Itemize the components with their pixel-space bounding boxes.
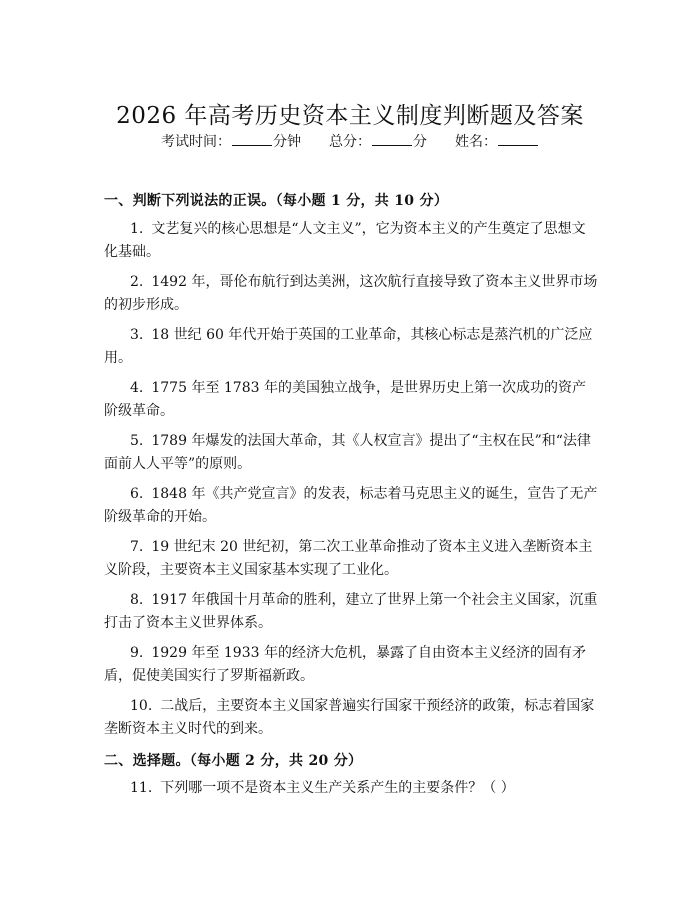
question-item (104, 377, 598, 423)
question-number: 6. (130, 486, 144, 502)
question-item (104, 271, 598, 317)
question-item (104, 777, 598, 800)
student-name (455, 131, 539, 151)
section-heading-true-false: 一、判断下列说法的正误。（每小题 1 分，共 10 分） (104, 193, 449, 209)
question-text: 下列哪一项不是资本主义生产关系产生的主要条件？（ ） (160, 780, 515, 796)
question-number: 9. (130, 645, 144, 661)
question-text: 19 世纪末 20 世纪初，第二次工业革命推动了资本主义进入垄断资本主义阶段，主要资本主义国家基本实现了工业化。 (104, 539, 593, 578)
question-number: 5. (130, 433, 144, 449)
question-item (104, 695, 598, 741)
page-title: 2026 年高考历史资本主义制度判断题及答案 (116, 103, 584, 130)
question-number: 11. (130, 780, 153, 796)
question-number: 10. (130, 698, 153, 714)
question-item (104, 589, 598, 635)
exam-time-unit: 分钟 (273, 134, 301, 150)
section-heading-multiple-choice: 二、选择题。（每小题 2 分，共 20 分） (104, 753, 363, 769)
question-text: 文艺复兴的核心思想是“人文主义”，它为资本主义的产生奠定了思想文化基础。 (104, 221, 586, 260)
question-number: 4. (130, 380, 144, 396)
total-score-unit: 分 (413, 134, 427, 150)
question-item (104, 430, 598, 476)
question-item (104, 536, 598, 582)
question-text: 1848 年《共产党宣言》的发表，标志着马克思主义的诞生，宣告了无产阶级革命的开始。 (104, 486, 598, 525)
exam-time (161, 131, 301, 151)
question-text: 1775 年至 1783 年的美国独立战争，是世界历史上第一次成功的资产阶级革命。 (104, 380, 586, 419)
question-text: 18 世纪 60 年代开始于英国的工业革命，其核心标志是蒸汽机的广泛应用。 (104, 327, 593, 366)
question-item (104, 483, 598, 529)
student-name-blank[interactable] (498, 131, 538, 146)
question-text: 1789 年爆发的法国大革命，其《人权宣言》提出了“主权在民”和“法律面前人人平等”的原则。 (104, 433, 591, 472)
question-text: 二战后，主要资本主义国家普遍实行国家干预经济的政策，标志着国家垄断资本主义时代的到来。 (104, 698, 595, 737)
exam-meta (0, 131, 700, 151)
question-text: 1929 年至 1933 年的经济大危机，暴露了自由资本主义经济的固有矛盾，促使美国实行了罗斯福新政。 (104, 645, 586, 684)
question-text: 1492 年，哥伦布航行到达美洲，这次航行直接导致了资本主义世界市场的初步形成。 (104, 274, 598, 313)
question-number: 7. (130, 539, 144, 555)
student-name-label: 姓名： (455, 134, 497, 150)
question-number: 2. (130, 274, 144, 290)
total-score-label: 总分： (329, 134, 371, 150)
question-number: 8. (130, 592, 144, 608)
exam-time-label: 考试时间： (161, 134, 231, 150)
total-score-blank[interactable] (372, 131, 412, 146)
question-item (104, 324, 598, 370)
question-number: 1. (130, 221, 144, 237)
question-item (104, 218, 598, 264)
question-number: 3. (130, 327, 144, 343)
exam-time-blank[interactable] (232, 131, 272, 146)
question-item (104, 642, 598, 688)
question-text: 1917 年俄国十月革命的胜利，建立了世界上第一个社会主义国家，沉重打击了资本主义世界体系。 (104, 592, 598, 631)
total-score (329, 131, 427, 151)
